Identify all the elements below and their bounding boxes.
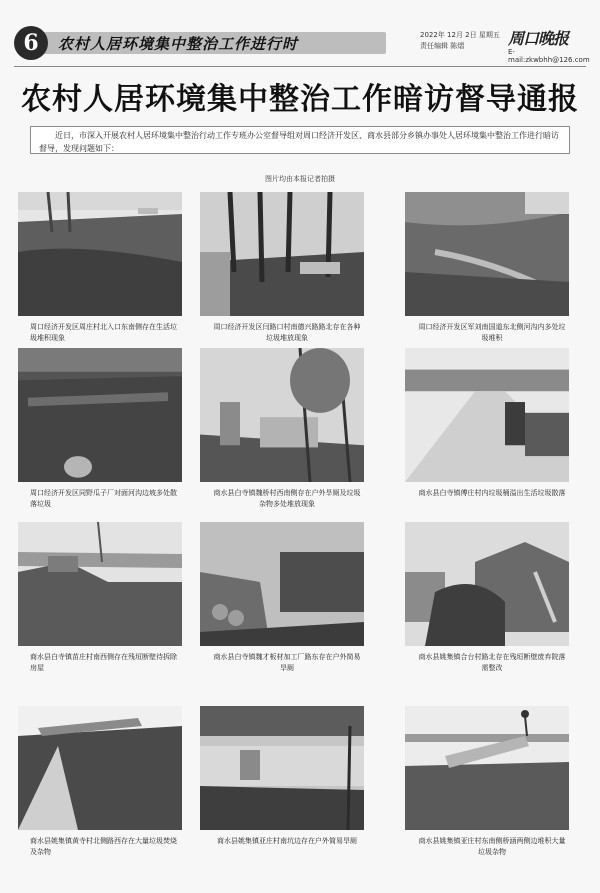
issue-meta <box>420 30 500 52</box>
photo-caption: 商水县姚集镇亚庄村南坑边存在户外简易旱厕 <box>217 837 357 845</box>
photo-caption: 商水县白寺镇魏才板材加工厂路东存在户外简易旱厕 <box>213 653 361 672</box>
report-photo <box>405 706 569 830</box>
newspaper-logo: 周口晚报 <box>508 29 569 48</box>
page-header <box>14 26 590 66</box>
photo-caption: 商水县白寺镇苗庄村南西侧存在残垣断壁待拆除房屋 <box>30 653 177 672</box>
photo-caption: 商水县姚集镇亚庄村东南侧桥涵两侧边堆积大量垃圾杂物 <box>418 837 566 856</box>
report-photo <box>18 522 182 646</box>
photo-caption: 周口经济开发区闫路口村南德兴路路北存在各种垃圾堆放现象 <box>213 323 361 342</box>
issue-date: 2022年 12月 2日 星期五 <box>420 31 500 39</box>
report-photo <box>405 192 569 316</box>
report-photo <box>405 348 569 482</box>
page-number-badge: 6 <box>14 26 48 60</box>
report-photo <box>405 522 569 646</box>
report-photo <box>200 522 364 646</box>
report-photo <box>18 706 182 830</box>
photo-caption: 商水县白寺镇傅庄村内垃圾桶溢出生活垃圾散落 <box>418 489 566 497</box>
report-photo <box>18 348 182 482</box>
report-photo <box>200 348 364 482</box>
header-divider <box>14 66 586 67</box>
contact-email: E-mail:zkwbhh@126.com <box>508 48 590 64</box>
photo-credit: 图片均由本报记者拍摄 <box>265 175 335 183</box>
report-photo <box>200 192 364 316</box>
photo-caption: 商水县姚集镇黄寺村北侧路西存在大量垃圾焚烧及杂物 <box>30 837 177 856</box>
photo-caption: 周口经济开发区军刘南国道东北侧河沟内多处垃圾堆积 <box>418 323 566 342</box>
editor-credit: 责任编辑 陈熠 <box>420 42 465 50</box>
intro-paragraph: 近日，市深入开展农村人居环境集中整治行动工作专班办公室督导组对周口经济开发区、商水县部分乡镇办事处人居环境集中整治工作进行暗访督导，发现问题如下： <box>30 126 570 154</box>
report-photo <box>200 706 364 830</box>
photo-caption: 周口经济开发区同野瓜子厂对面河沟边坡多处散落垃圾 <box>30 489 177 508</box>
photo-caption: 周口经济开发区周庄村北入口东南侧存在生活垃圾堆积现象 <box>30 323 177 342</box>
report-photo <box>18 192 182 316</box>
section-title: 农村人居环境集中整治工作进行时 <box>58 35 299 53</box>
photo-caption: 商水县姚集镇合台村路北存在残垣断壁废弃院落需整改 <box>418 653 566 672</box>
headline: 农村人居环境集中整治工作暗访督导通报 <box>21 82 579 117</box>
photo-caption: 商水县白寺镇魏桥村西南侧存在户外旱厕及垃圾杂物多处堆放现象 <box>213 489 361 508</box>
